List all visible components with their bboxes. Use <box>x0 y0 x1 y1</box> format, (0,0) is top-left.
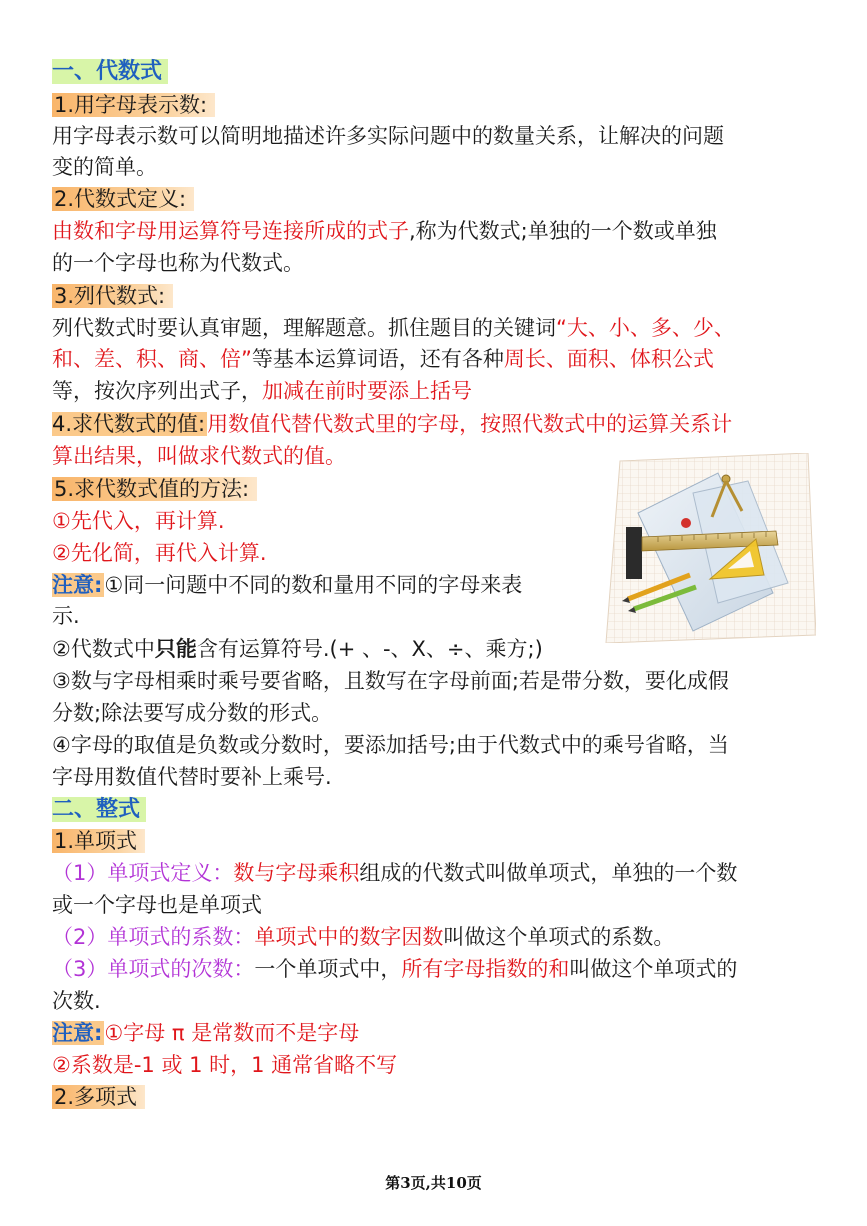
paragraph-line: 列代数式时要认真审题，理解题意。抓住题目的关键词“大、小、多、少、 <box>52 316 735 340</box>
paragraph-line: 等，按次序列出式子，加减在前时要添上括号 <box>52 379 472 403</box>
note-line: ②系数是-1 或 1 时，1 通常省略不写 <box>52 1053 398 1077</box>
drafting-tools-illustration <box>598 453 816 643</box>
subheading-definition: 2.代数式定义: <box>52 184 194 214</box>
subheading-writing-expressions: 3.列代数式: <box>52 281 173 311</box>
note-line: 字母用数值代替时要补上乘号. <box>52 765 332 789</box>
t-square-icon <box>626 527 642 579</box>
section-heading-polynomials: 二、整式 <box>52 794 146 825</box>
page-footer: 第3页,共10页 <box>385 1174 482 1192</box>
paragraph-line: 4.求代数式的值:用数值代替代数式里的字母，按照代数式中的运算关系计 <box>52 412 733 436</box>
note-line: ②代数式中只能含有运算符号.(+ 、-、X、÷、乘方;) <box>52 637 543 661</box>
paragraph-line: 算出结果，叫做求代数式的值。 <box>52 444 346 468</box>
paragraph-line: （1）单项式定义：数与字母乘积组成的代数式叫做单项式，单独的一个数 <box>52 861 738 885</box>
note-line: 分数;除法要写成分数的形式。 <box>52 701 333 725</box>
note-line: ④字母的取值是负数或分数时，要添加括号;由于代数式中的乘号省略，当 <box>52 733 729 757</box>
paragraph-line: （3）单项式的次数：一个单项式中，所有字母指数的和叫做这个单项式的 <box>52 957 738 981</box>
paragraph-line: 次数. <box>52 989 101 1013</box>
note-label: 注意: <box>52 1021 103 1045</box>
note-line: 注意:①字母 π 是常数而不是字母 <box>52 1021 360 1045</box>
subheading-letters-represent-numbers: 1.用字母表示数: <box>52 90 215 120</box>
subheading-polynomial: 2.多项式 <box>52 1082 145 1112</box>
paragraph-line: 由数和字母用运算符号连接所成的式子,称为代数式;单独的一个数或单独 <box>52 219 717 243</box>
subheading-monomial: 1.单项式 <box>52 826 145 856</box>
subheading-evaluate: 4.求代数式的值: <box>52 412 206 436</box>
note-line: ③数与字母相乘时乘号要省略，且数写在字母前面;若是带分数，要化成假 <box>52 669 729 693</box>
paragraph-line: （2）单项式的系数：单项式中的数字因数叫做这个单项式的系数。 <box>52 925 675 949</box>
paragraph-line: 变的简单。 <box>52 155 157 179</box>
subheading-evaluation-method: 5.求代数式值的方法: <box>52 474 257 504</box>
pushpin-icon <box>681 518 691 528</box>
paragraph-line: 或一个字母也是单项式 <box>52 893 262 917</box>
note-label: 注意: <box>52 573 103 597</box>
note-line: 注意:①同一问题中不同的数和量用不同的字母来表 <box>52 573 523 597</box>
paragraph-line: 和、差、积、商、倍”等基本运算词语，还有各种周长、面积、体积公式 <box>52 347 714 371</box>
method-item: ②先化简，再代入计算. <box>52 541 267 565</box>
section-heading-algebraic-expressions: 一、代数式 <box>52 56 168 87</box>
note-line: 示. <box>52 604 80 628</box>
method-item: ①先代入，再计算. <box>52 509 225 533</box>
paragraph-line: 的一个字母也称为代数式。 <box>52 251 304 275</box>
paragraph-line: 用字母表示数可以简明地描述许多实际问题中的数量关系，让解决的问题 <box>52 124 724 148</box>
